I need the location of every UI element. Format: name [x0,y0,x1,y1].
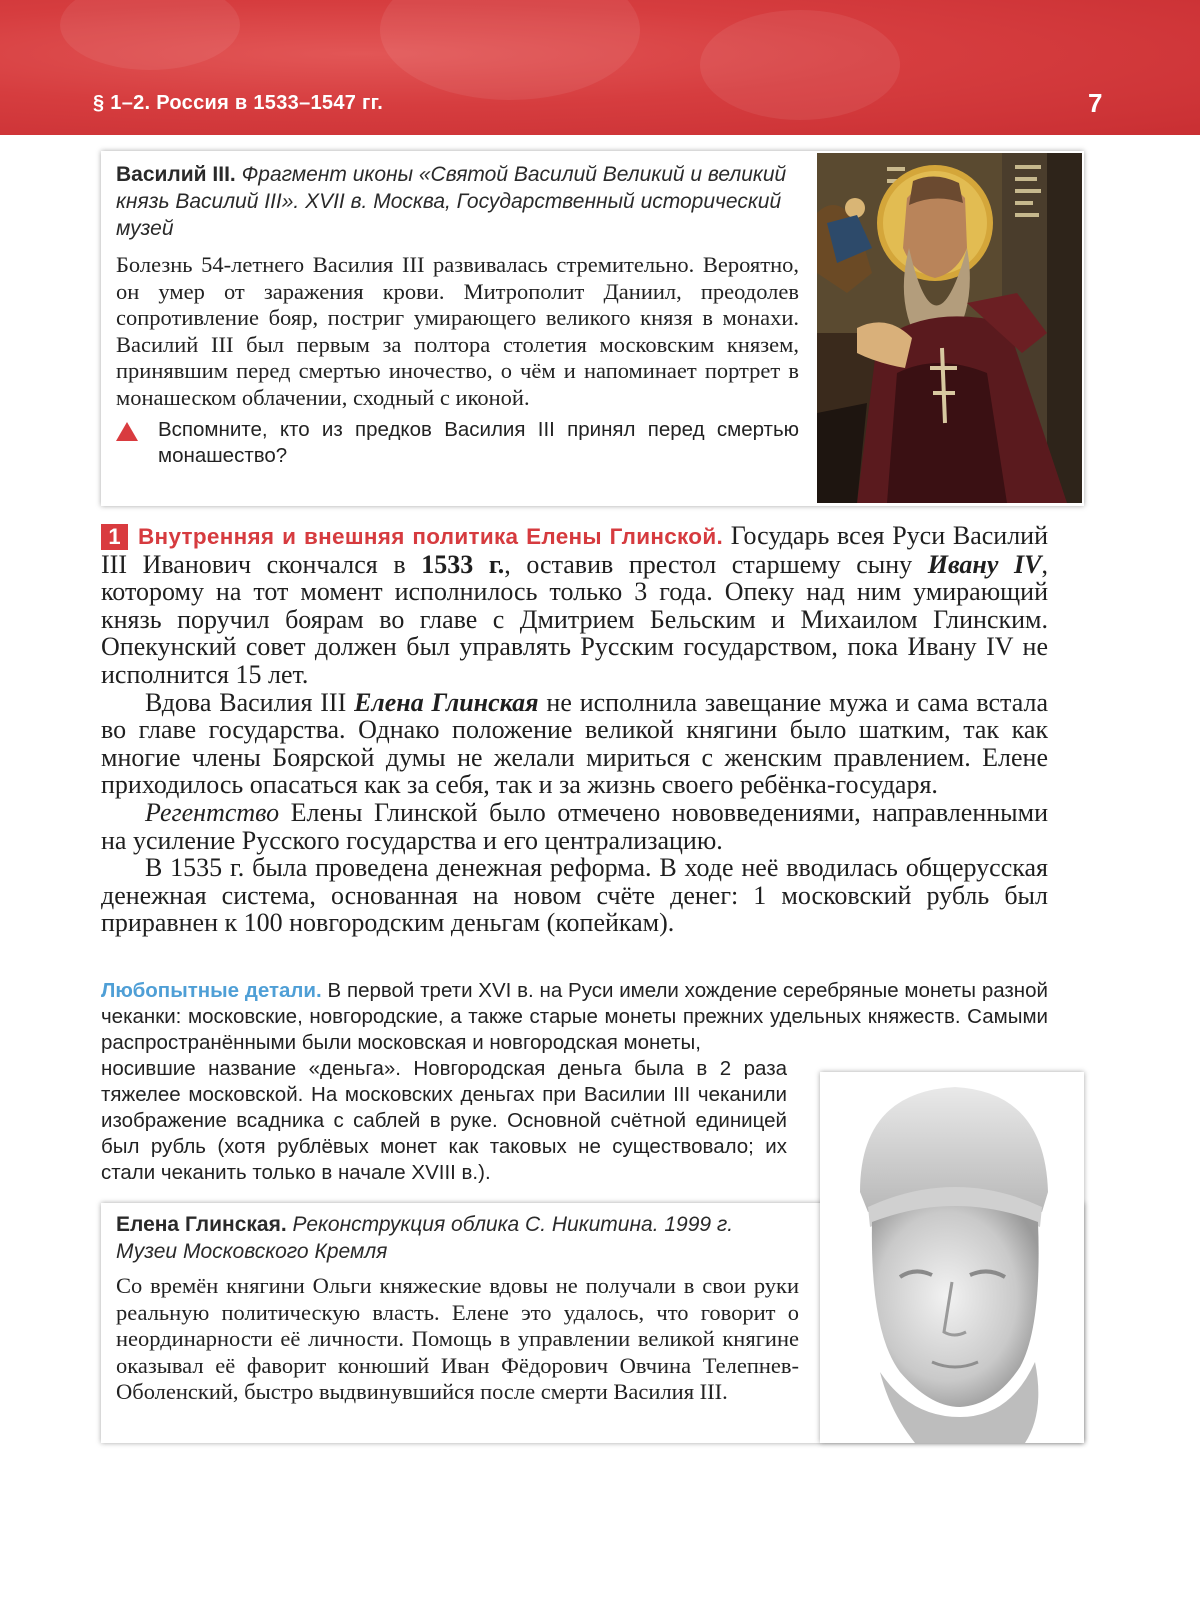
triangle-icon [116,422,138,441]
text-run: не исполнила завещание мужа и сама встала во главе государства. Однако положение великой княгини было шатким, так как многие члены Боярской думы не желали мириться с женским правлением. Елене приходилось опасаться как за себя, так и за жизнь своего ребёнка-государя. [101,687,1048,800]
paragraph [101,522,1048,689]
section-header-title: § 1–2. Россия в 1533–1547 гг. [93,92,384,114]
icon-painting [817,153,1082,503]
text-run: , которому на тот момент исполнилось только 3 года. Опеку над ним умирающий князь поручил боярам во главе с Дмитрием Бельским и Михаилом Глинским. Опекунский совет должен был управлять Русским государством, пока Ивану IV не исполнится 15 лет. [101,549,1048,689]
emphasis-name: Ивану IV [927,549,1042,579]
term-italic: Регентство [145,797,280,827]
vasily-description: Болезнь 54-летнего Василия III развивалась стремительно. Вероятно, он умер от заражения крови. Митрополит Даниил, преодолев сопротивление бояр, постриг умирающего великого князя в монахи. Василий III был первым за полтора столетия московским князем, принявшим перед смертью иночество, о чём и напоминает портрет в монашеском облачении, сходный с иконой. [116,252,799,410]
paragraph [101,689,1048,799]
details-title: Любопытные детали. [101,979,322,1002]
bold-year: 1533 г. [421,549,505,579]
elena-caption-text [116,1211,799,1406]
text-run: , оставив престол старшему сыну [504,549,928,579]
header-texture [380,0,640,100]
elena-bust-image [820,1072,1084,1443]
page-number: 7 [1088,88,1103,118]
paragraph [101,799,1048,854]
emphasis-name: Елена Глинская [354,687,539,717]
bust-sculpture [820,1072,1084,1443]
vasily-icon-image [817,153,1082,503]
caption-italic: Реконструкция облика С. Никитина. 1999 г. Музеи Московского Кремля [116,1213,734,1263]
vasily-caption-box [101,151,1084,506]
question-text: Вспомните, кто из предков Василия III принял перед смертью монашество? [158,418,799,467]
question-block [116,417,799,469]
section-number-badge: 1 [101,524,128,550]
section-1-body [101,522,1048,937]
elena-description: Со времён княгини Ольги княжеские вдовы не получали в свои руки реальную политическую власть. Елене это удалось, что говорит о неординарности её личности. Помощь в управлении великой княгине оказывал её фаворит конюший Иван Фёдорович Овчина Телепнев-Оболенский, быстро выдвинувшийся после смерти Василия III. [116,1273,799,1404]
header-texture [60,0,240,70]
details-text: В первой трети XVI в. на Руси имели хождение серебряные монеты разной чеканки: московские, новгородские, а также старые монеты прежних удельных княжеств. Самыми распространёнными были московская и новгородская монеты, [101,979,1048,1054]
header-texture [700,10,900,120]
text-run: Елены Глинской было отмечено нововведениями, направленными на усиление Русского государства и его централизацию. [101,797,1048,855]
page-header [0,0,1200,135]
curious-details-continued: носившие название «деньга». Новгородская деньга была в 2 раза тяжелее московской. На московских деньгах при Василии III чеканили изображение всадника с саблей в руке. Основной счётной единицей был рубль (хотя рублёвых монет как таковых не существовало; их стали чеканить только в начале XVIII в.). [101,1057,787,1184]
section-title: Внутренняя и внешняя политика Елены Глинской. [138,524,724,549]
curious-details [101,978,1048,1056]
caption-italic: Фрагмент иконы «Святой Василий Великий и великий князь Василий III». XVII в. Москва, Государственный исторический музей [116,163,787,240]
caption-bold: Елена Глинская. [116,1213,287,1236]
elena-caption-title [116,1211,799,1265]
vasily-caption-text [116,161,799,469]
vasily-caption-title [116,161,799,242]
paragraph: В 1535 г. была проведена денежная реформа. В ходе неё вводилась общерусская денежная система, основанная на новом счёте денег: 1 московский рубль был приравнен к 100 новгородским деньгам (копейкам). [101,853,1048,938]
caption-bold: Василий III. [116,163,236,186]
text-run: Вдова Василия III [145,687,355,717]
text-run: Государь всея Руси Василий III Иванович скончался в [101,521,1048,579]
